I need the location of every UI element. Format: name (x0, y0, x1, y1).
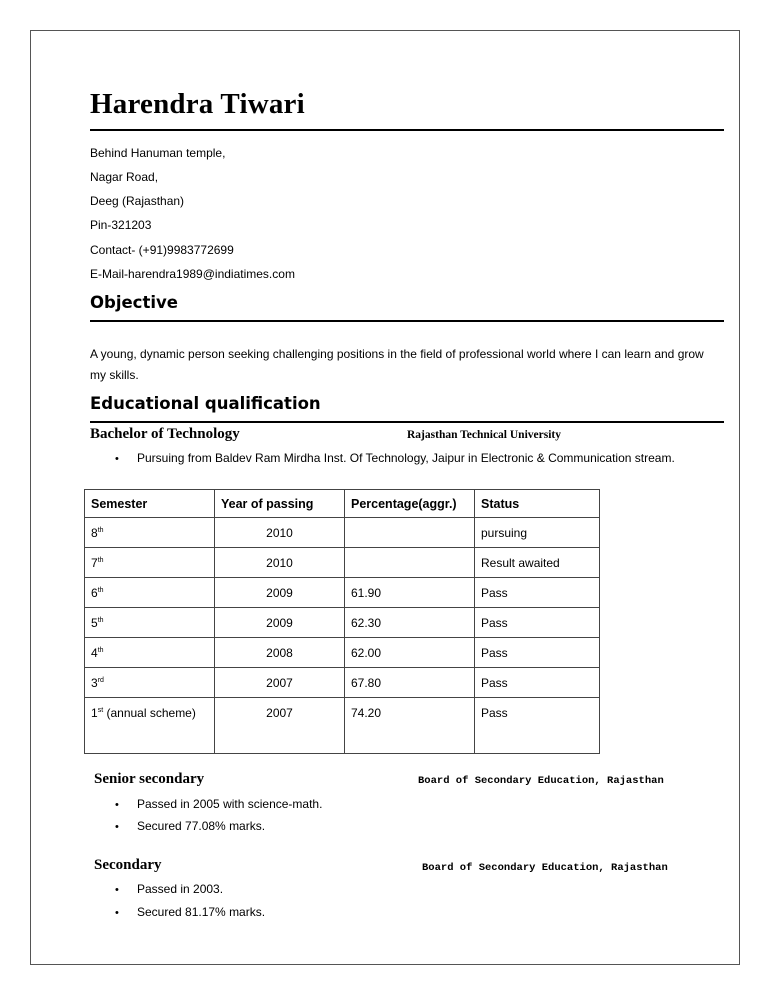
senior-secondary-board: Board of Secondary Education, Rajasthan (418, 775, 664, 787)
table-row (85, 638, 600, 668)
secondary-bullet (115, 905, 265, 919)
bullet-text: Secured 77.08% marks. (137, 819, 266, 833)
bullet-icon: • (115, 453, 119, 465)
bullet-icon: • (115, 799, 119, 811)
bullet-text: Passed in 2005 with science-math. (137, 797, 323, 811)
status-cell: Pass (475, 608, 600, 638)
semester-cell: 1st (annual scheme) (85, 698, 215, 754)
address-line: Nagar Road, (90, 170, 159, 184)
education-underline (90, 421, 724, 423)
bullet-icon: • (115, 821, 119, 833)
senior-secondary-bullet (115, 819, 265, 833)
objective-heading: Objective (90, 293, 178, 312)
bullet-icon: • (115, 907, 119, 919)
table-row (85, 608, 600, 638)
status-cell: Pass (475, 698, 600, 754)
semester-cell: 6th (85, 578, 215, 608)
objective-underline (90, 320, 724, 322)
bullet-text: Passed in 2003. (137, 882, 224, 896)
status-cell: pursuing (475, 518, 600, 548)
percentage-cell: 62.00 (345, 638, 475, 668)
secondary-title: Secondary (94, 857, 162, 873)
semester-cell: 3rd (85, 668, 215, 698)
semester-cell: 7th (85, 548, 215, 578)
status-cell: Pass (475, 668, 600, 698)
contact-phone: Contact- (+91)9983772699 (90, 243, 234, 257)
table-row (85, 668, 600, 698)
name-underline (90, 129, 724, 131)
semester-cell: 4th (85, 638, 215, 668)
btech-degree: Bachelor of Technology (90, 426, 240, 442)
pin-code: Pin-321203 (90, 218, 152, 232)
col-percentage: Percentage(aggr.) (345, 490, 475, 518)
percentage-cell: 61.90 (345, 578, 475, 608)
status-cell: Result awaited (475, 548, 600, 578)
percentage-cell: 67.80 (345, 668, 475, 698)
semester-cell: 5th (85, 608, 215, 638)
senior-secondary-title: Senior secondary (94, 771, 205, 787)
table-row (85, 578, 600, 608)
semester-cell: 8th (85, 518, 215, 548)
year-cell: 2007 (215, 668, 345, 698)
address-line: Deeg (Rajasthan) (90, 194, 185, 208)
btech-bullet (115, 451, 675, 465)
year-cell: 2009 (215, 578, 345, 608)
year-cell: 2010 (215, 548, 345, 578)
percentage-cell (345, 548, 475, 578)
senior-secondary-bullet (115, 797, 322, 811)
status-cell: Pass (475, 638, 600, 668)
year-cell: 2007 (215, 698, 345, 754)
secondary-bullet (115, 882, 223, 896)
table-header-row (85, 490, 600, 518)
bullet-icon: • (115, 884, 119, 896)
semester-table (84, 489, 600, 754)
year-cell: 2010 (215, 518, 345, 548)
btech-institution: Rajasthan Technical University (407, 429, 561, 441)
table-row (85, 698, 600, 754)
col-status: Status (475, 490, 600, 518)
bullet-text: Secured 81.17% marks. (137, 905, 266, 919)
year-cell: 2008 (215, 638, 345, 668)
status-cell: Pass (475, 578, 600, 608)
education-heading: Educational qualification (90, 394, 321, 413)
table-row (85, 518, 600, 548)
btech-bullet-text: Pursuing from Baldev Ram Mirdha Inst. Of Technology, Jaipur in Electronic & Communication stream. (137, 451, 675, 465)
year-cell: 2009 (215, 608, 345, 638)
table-row (85, 548, 600, 578)
col-year: Year of passing (215, 490, 345, 518)
contact-email: E-Mail-harendra1989@indiatimes.com (90, 267, 295, 281)
secondary-board: Board of Secondary Education, Rajasthan (422, 862, 668, 874)
percentage-cell: 62.30 (345, 608, 475, 638)
percentage-cell (345, 518, 475, 548)
col-semester: Semester (85, 490, 215, 518)
candidate-name: Harendra Tiwari (90, 88, 305, 120)
objective-text: A young, dynamic person seeking challenging positions in the field of professional world where I can learn and grow my skills. (90, 347, 704, 382)
address-line: Behind Hanuman temple, (90, 146, 226, 160)
percentage-cell: 74.20 (345, 698, 475, 754)
